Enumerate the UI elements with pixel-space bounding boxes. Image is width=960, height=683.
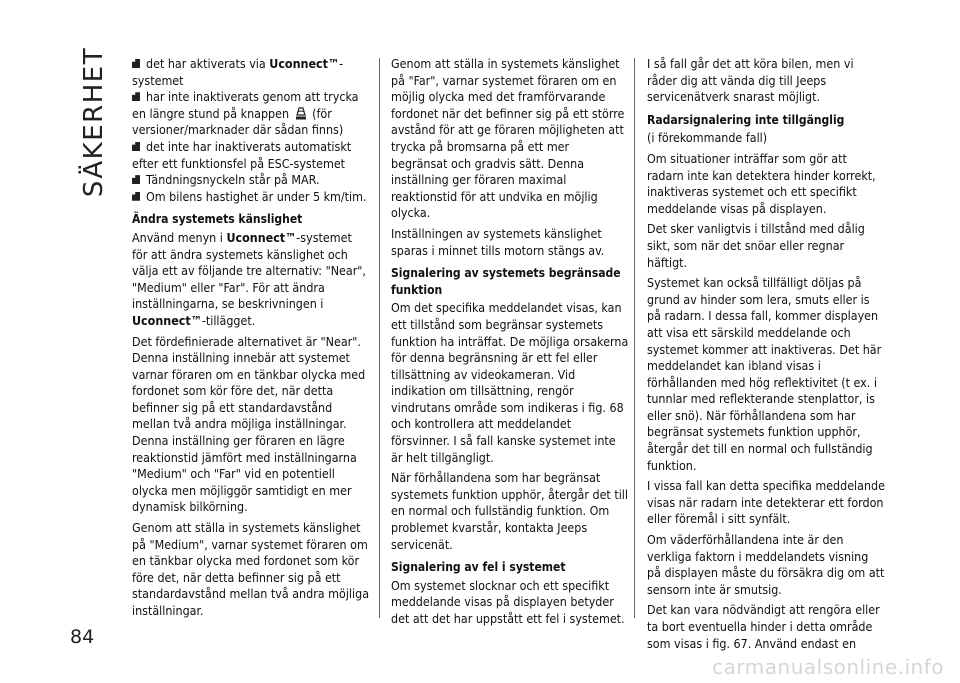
paragraph: Systemet kan också tillfälligt döljas på grund av hinder som lera, smuts eller is på radarn. I dessa fall, kommer displayen att visa ett särskild meddelande och systemet kommer att inaktiveras. Det här meddelandet kan ibland visas i förhållanden med hög reflektivitet (t ex. i tunnlar med reflekterande stenplattor, is eller snö). När förhållandena som har begränsat systemets funktion upphör, återgår det till en normal och fullständig funktion. (647, 275, 882, 473)
section-title-text: SÄKERHET (79, 46, 109, 198)
bullet-icon (132, 175, 141, 185)
bullet-icon (132, 192, 141, 202)
section-title (72, 46, 116, 198)
paragraph: Genom att ställa in systemets känslighet på "Far", varnar systemet föraren om en möjlig olycka med det framförvarande fordonet när det befinner sig på ett större avstånd för att ge föraren möjligheten att trycka på bromsarna på ett mer begränsat och gradvis sätt. Denna inställning ger föraren maximal reaktionstid för att undvika en möjlig olycka. (391, 56, 625, 221)
paragraph: När förhållandena som har begränsat systemets funktion upphör, återgår det till en normal och fullständig funktion. Om problemet kvarstår, kontakta Jeeps servicenät. (391, 470, 629, 552)
paragraph: Använd menyn i Uconnect™-systemet för att ändra systemets känslighet och välja ett av följande tre alternativ: "Near", "Medium" eller "Far". För att ändra inställningarna, se beskrivningen i Uconnect™-tillägget. (132, 229, 366, 328)
paragraph: Det fördefinierade alternativet är "Near". Denna inställning innebär att systemet varnar föraren om en tänkbar olycka med fordonet som kör före det, när detta befinner sig på ett standardavstånd mellan två andra möjliga inställningar. Denna inställning ger föraren en lägre reaktionstid jämfört med inställningarna "Medium" och "Far" vid en potentiell olycka men möjliggör samtidigt en mer dynamisk bilkörning. (132, 333, 366, 515)
paragraph: I så fall går det att köra bilen, men vi råder dig att vända dig till Jeeps servicenätverk snarast möjligt. (647, 56, 854, 105)
paragraph: Genom att ställa in systemets känslighet på "Medium", varnar systemet föraren om en tänkbar olycka med fordonet som kör före det, när detta befinner sig på ett standardavstånd mellan två andra möjliga inställningar. (132, 520, 370, 618)
column-divider (634, 58, 635, 618)
bullet-item: det inte har inaktiverats automatiskt efter ett funktionsfel på ESC-systemet (132, 138, 352, 171)
bullet-item: Tändningsnyckeln står på MAR. (132, 172, 370, 189)
section-heading: Ändra systemets känslighet (132, 212, 303, 227)
watermark: carmanualsonline.info (712, 655, 944, 679)
bullet-icon (132, 142, 141, 152)
paragraph: (i förekommande fall) (647, 130, 768, 146)
bullet-icon (132, 59, 141, 69)
page-number: 84 (70, 626, 95, 648)
paragraph: Om väderförhållandena inte är den verkliga faktorn i meddelandets visning på displayen måste du försäkra dig om att sensorn inte är smutsig. (647, 532, 885, 597)
esc-off-icon (295, 106, 307, 120)
column-divider (379, 58, 380, 618)
bullet-item: har inte inaktiverats genom att trycka en längre stund på knappen (för versioner/marknader där sådan finns) (132, 89, 359, 138)
column-1 (132, 56, 370, 624)
bullet-item: Om bilens hastighet är under 5 km/tim. (132, 189, 370, 206)
section-heading: Signalering av systemets begränsade funktion (391, 266, 621, 297)
paragraph: Om systemet slocknar och ett specifikt meddelande visas på displayen betyder det att det har uppstått ett fel i systemet. (391, 577, 625, 626)
paragraph: Det sker vanligtvis i tillstånd med dålig sikt, som när det snöar eller regnar häftigt. (647, 221, 865, 270)
column-3 (647, 56, 885, 656)
section-heading: Signalering av fel i systemet (391, 560, 566, 575)
section-heading: Radarsignalering inte tillgänglig (647, 112, 845, 127)
paragraph: Inställningen av systemets känslighet sparas i minnet tills motorn stängs av. (391, 225, 605, 258)
paragraph: Om det specifika meddelandet visas, kan ett tillstånd som begränsar systemets funktion ha inträffat. De möjliga orsakerna för denna begränsning är ett fel eller tillsättning av videokameran. Vid indikation om tillsättning, rengör vindrutans område som indikeras i fig. 68 och kontrollera att meddelandet försvinner. I så fall kanske systemet inte är helt tillgängligt. (391, 300, 629, 465)
paragraph: Om situationer inträffar som gör att radarn inte kan detektera hinder korrekt, inaktiveras systemet och ett specifikt meddelande visas på displayen. (647, 150, 876, 216)
bullet-icon (132, 92, 141, 102)
bullet-item: det har aktiverats via Uconnect™-systemet (132, 56, 344, 88)
paragraph: I vissa fall kan detta specifika meddelande visas när radarn inte detekterar ett fordon eller föremål i sitt synfält. (647, 478, 885, 527)
column-2 (391, 56, 629, 632)
paragraph: Det kan vara nödvändigt att rengöra eller ta bort eventuella hinder i detta område som visas i fig. 67. Använd endast en (647, 602, 880, 651)
